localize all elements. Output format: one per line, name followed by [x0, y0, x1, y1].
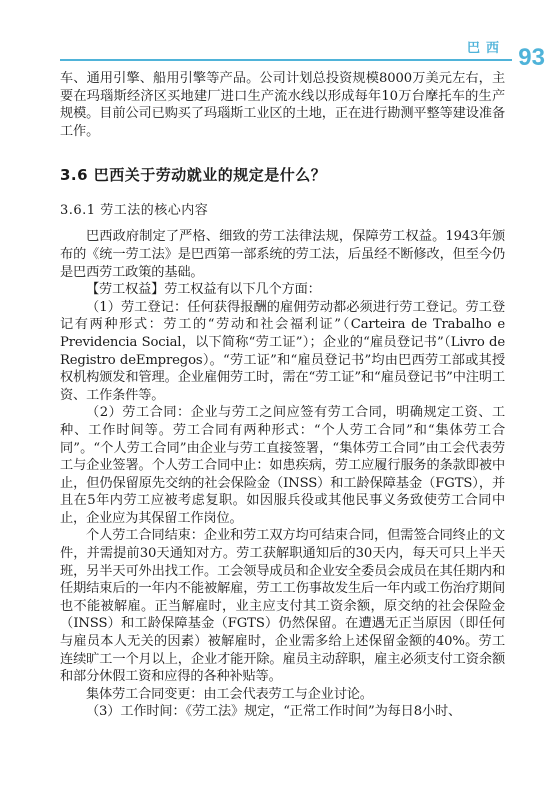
paragraph-working-hours: （3）工作时间：《劳工法》规定，“正常工作时间”为每日8小时、 — [86, 704, 462, 720]
page-body — [60, 70, 505, 721]
page-header — [0, 0, 559, 80]
paragraph-collective-contract: 集体劳工合同变更：由工会代表劳工与企业讨论。 — [86, 686, 373, 702]
header-rule — [60, 59, 512, 61]
section-title: 3.6 巴西关于劳动就业的规定是什么？ — [60, 166, 327, 185]
paragraph-labor-law-overview: 巴西政府制定了严格、细致的劳工法律法规，保障劳工权益。1943年颁布的《统一劳工法》是巴西第一部系统的劳工法，后虽经不断修改，但至今仍是巴西劳工政策的基础。 — [60, 229, 505, 280]
running-header-country: 巴西 — [466, 41, 505, 56]
page-number: 93 — [518, 44, 545, 71]
paragraph-labor-contract: （2）劳工合同：企业与劳工之间应签有劳工合同，明确规定工资、工种、工作时间等。劳工合同有两种形式：“个人劳工合同”和“集体劳工合同”。“个人劳工合同”由企业与劳工直接签署，“集体劳工合同”由工会代表劳工与企业签署。个人劳工合同中止：如患疾病，劳工应履行服务的条款即被中止，但仍保留原先交纳的社会保险金（INSS）和工龄保障基金（FGTS），并且在5年内劳工应被考虑复职。如因服兵役或其他民事义务致使劳工合同中止，企业应为其保留工作岗位。 — [60, 405, 505, 526]
paragraph-labor-registration: （1）劳工登记：任何获得报酬的雇佣劳动都必须进行劳工登记。劳工登记有两种形式：劳工的“劳动和社会福利证”（Carteira de Trabalho e Previdencia Social，以下简称“劳工证”）；企业的“雇员登记书”（Livro de Registro deEmpregos）。“劳工证”和“雇员登记书”均由巴西劳工部或其授权机构颁发和管理。企业雇佣劳工时，需在“劳工证”和“雇员登记书”中注明工资、工作条件等。 — [60, 299, 505, 403]
paragraph-contract-termination: 个人劳工合同结束：企业和劳工双方均可结束合同，但需签合同终止的文件，并需提前30天通知对方。劳工获解职通知后的30天内，每天可只上半天班，另半天可外出找工作。工会领导成员和企业安全委员会成员在其任期内和任期结束后的一年内不能被解雇，劳工工伤事故发生后一年内或工伤治疗期间也不能被解雇。正当解雇时，业主应支付其工资余额，原交纳的社会保险金（INSS）和工龄保障基金（FGTS）仍然保留。在遭遇无正当原因（即任何与雇员本人无关的因素）被解雇时，企业需多给上述保留金额的40%。劳工连续旷工一个月以上，企业才能开除。雇员主动辞职，雇主必须支付工资余额和部分休假工资和应得的各种补贴等。 — [60, 528, 505, 685]
subsection-title: 3.6.1 劳工法的核心内容 — [60, 203, 209, 219]
intro-paragraph: 车、通用引擎、船用引擎等产品。公司计划总投资规模8000万美元左右，主要在玛瑙斯经济区买地建厂进口生产流水线以形成每年10万台摩托车的生产规模。目前公司已购买了玛瑙斯工业区的土地，正在进行勘测平整等建设准备工作。 — [60, 71, 505, 139]
paragraph-labor-rights-heading: 【劳工权益】劳工权益有以下几个方面： — [86, 282, 321, 298]
